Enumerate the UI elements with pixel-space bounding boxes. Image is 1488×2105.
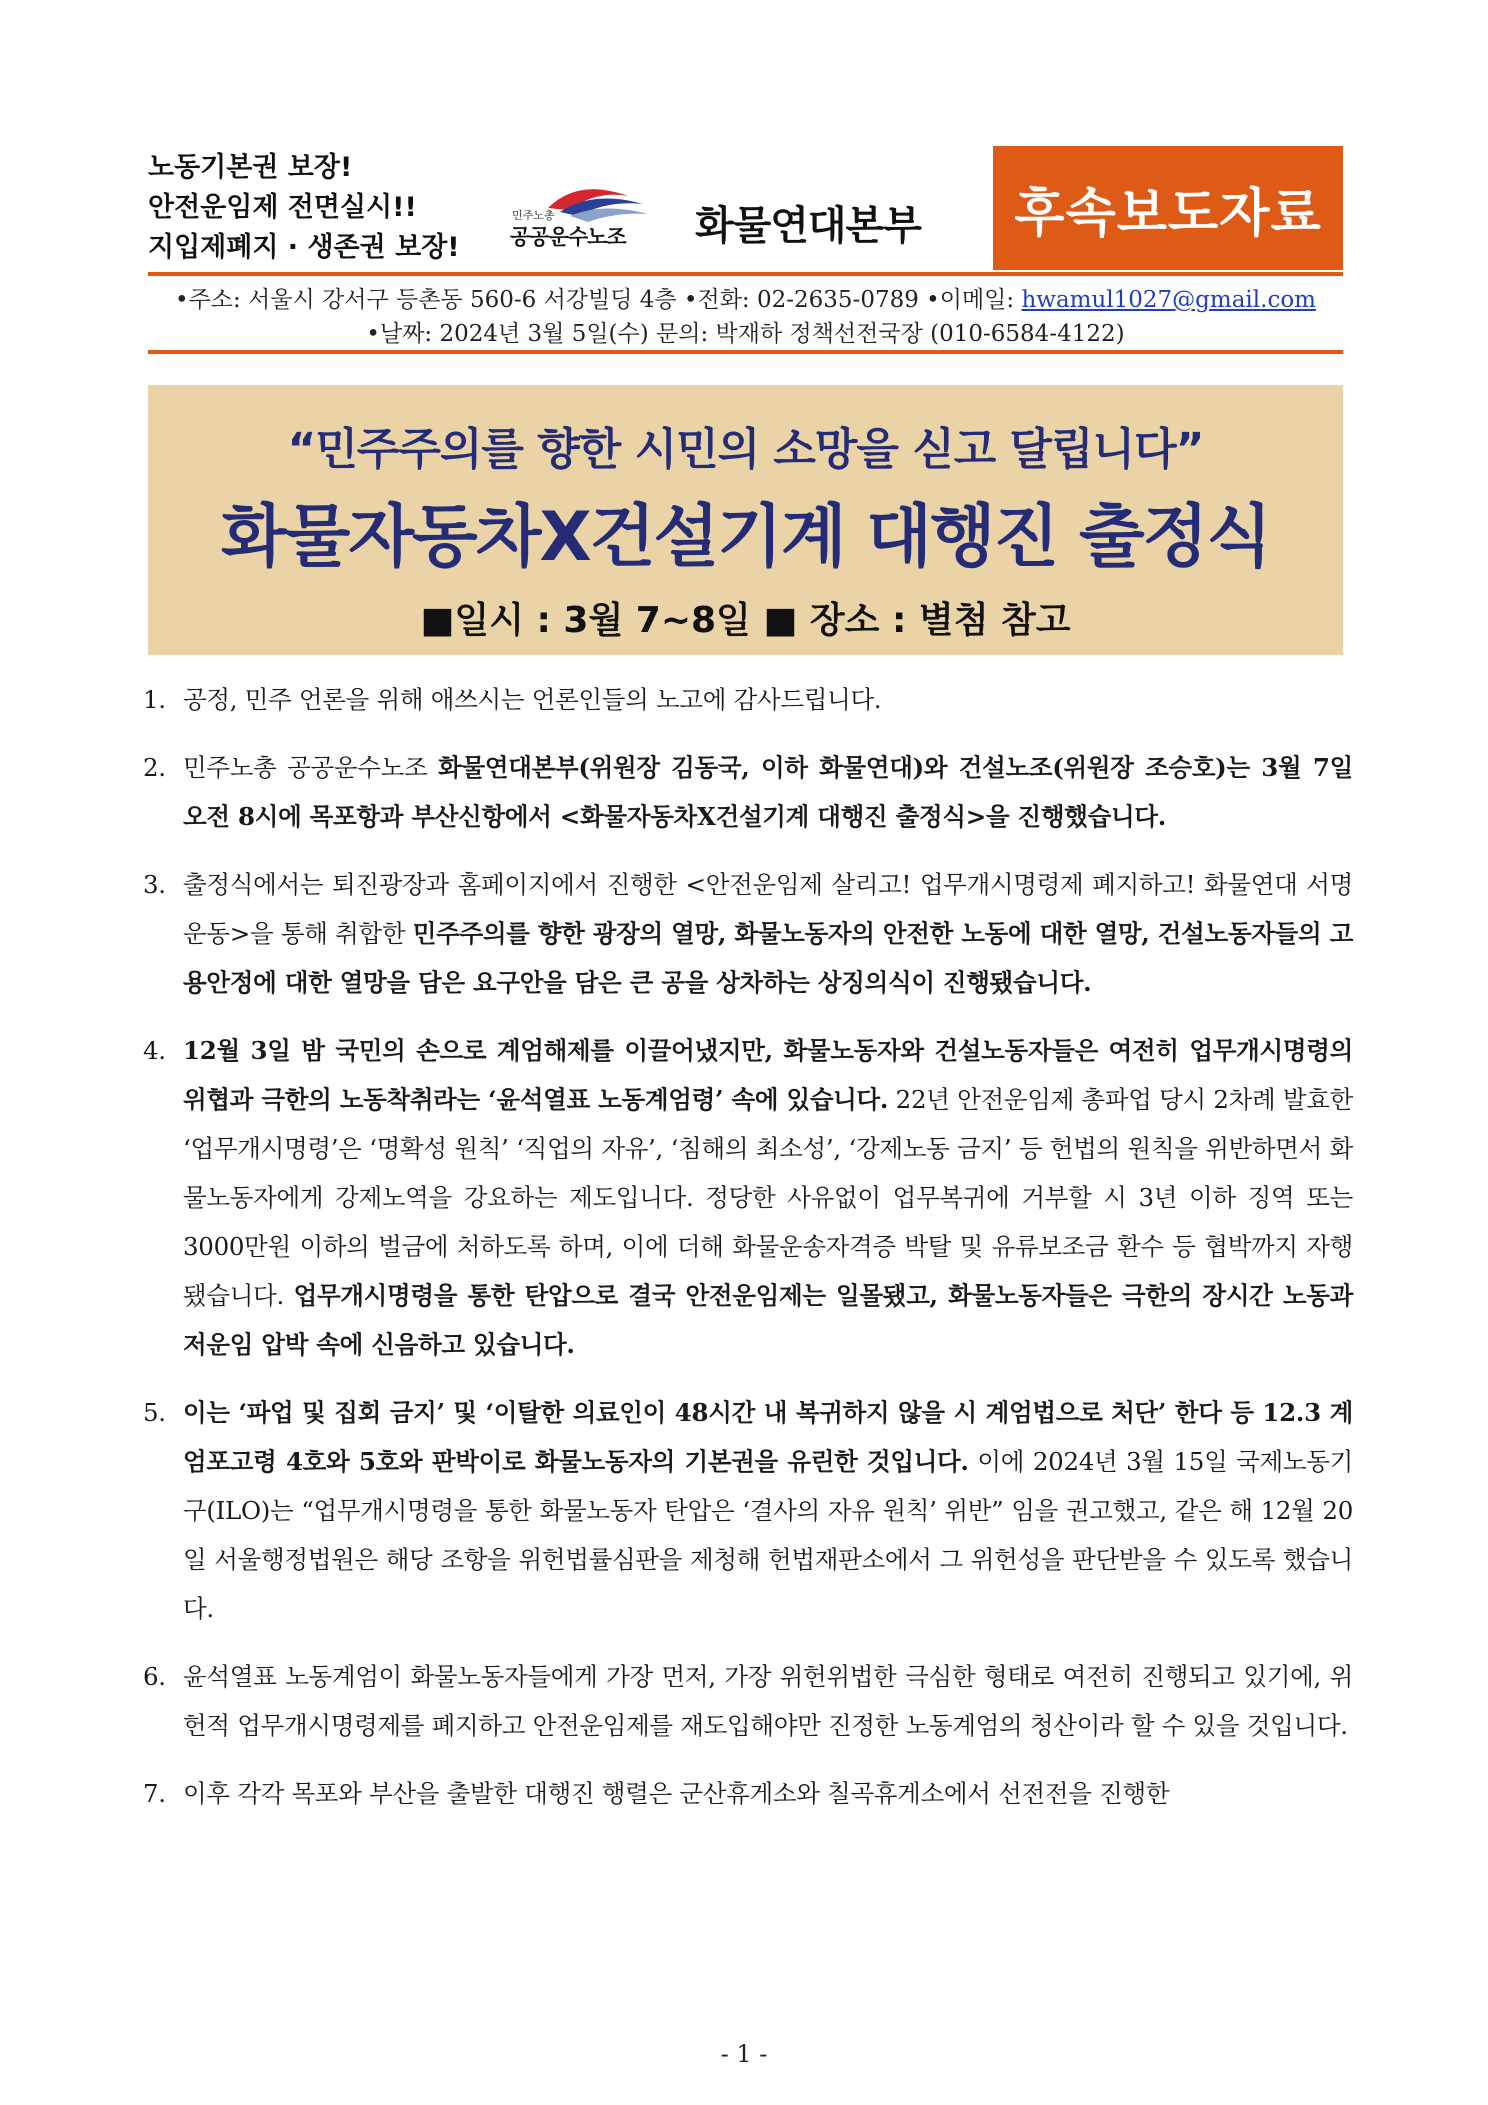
press-header <box>0 0 1488 347</box>
bold-text: 화물연대본부(위원장 김동국, 이하 화물연대)와 건설노조(위원장 조승호)는 3월 7일 오전 8시에 목포항과 부산신항에서 <화물자동차X건설기계 대행진 출정식>을 진행했습니다. <box>183 753 1353 831</box>
list-item <box>143 1769 1353 1818</box>
item-number: 1. <box>143 685 166 714</box>
item-number: 3. <box>143 870 166 899</box>
logo-small-text: 민주노총 <box>512 209 555 222</box>
item-number: 6. <box>143 1662 166 1691</box>
press-release-badge: 후속보도자료 <box>993 146 1343 270</box>
subtitle: “민주주의를 향한 시민의 소망을 싣고 달립니다” <box>287 424 1204 475</box>
divider-top <box>148 272 1343 276</box>
body-text: 이에 2024년 3월 15일 국제노동기구(ILO)는 “업무개시명령을 통한 화물노동자 탄압은 ‘결사의 자유 원칙’ 위반” 임을 권고했고, 같은 해 12월 20일 서울행정법원은 해당 조항을 위헌법률심판을 제청해 헌법재판소에서 그 위헌성을 판단받을 수 있도록 했습니다. <box>183 1447 1353 1623</box>
org-name: 화물연대본부 <box>695 203 921 249</box>
bold-text: 업무개시명령을 통한 탄압으로 결국 안전운임제는 일몰됐고, 화물노동자들은 극한의 장시간 노동과 저운임 압박 속에 신음하고 있습니다. <box>183 1281 1353 1359</box>
item-number: 2. <box>143 753 166 782</box>
page-title: 화물자동차X건설기계 대행진 출정식 <box>220 498 1271 577</box>
list-item <box>143 860 1353 1007</box>
body-text: 공정, 민주 언론을 위해 애쓰시는 언론인들의 노고에 감사드립니다. <box>183 685 882 714</box>
item-number: 5. <box>143 1398 166 1427</box>
slogan-1: 노동기본권 보장! <box>148 152 353 183</box>
slogan-3: 지입제폐지 · 생존권 보장! <box>148 232 460 263</box>
contact-line-2: •날짜: 2024년 3월 5일(수) 문의: 박재하 정책선전국장 (010-6584-4122) <box>366 321 1125 347</box>
list-item <box>143 1388 1353 1633</box>
bold-text: 민주주의를 향한 광장의 열망, 화물노동자의 안전한 노동에 대한 열망, 건설노동자들의 고용안정에 대한 열망을 담은 요구안을 담은 큰 공을 상차하는 상징의식이 진행됐습니다. <box>183 919 1353 997</box>
list-item <box>143 1026 1353 1369</box>
bold-text: 12월 3일 밤 국민의 손으로 계엄해제를 이끌어냈지만, 화물노동자와 건설노동자들은 여전히 업무개시명령의 위협과 극한의 노동착취라는 ‘윤석열표 노동계엄령’ 속에 있습니다. <box>183 1036 1353 1114</box>
page-number: - 1 - <box>720 2040 768 2068</box>
item-number: 4. <box>143 1036 166 1065</box>
body-text: 22년 안전운임제 총파업 당시 2차례 발효한 ‘업무개시명령’은 ‘명확성 원칙’ ‘직업의 자유’, ‘침해의 최소성’, ‘강제노동 금지’ 등 헌법의 원칙을 위반하면서 화물노동자에게 강제노역을 강요하는 제도입니다. 정당한 사유없이 업무복귀에 거부할 시 3년 이하 징역 또는 3000만원 이하의 벌금에 처하도록 하며, 이에 더해 화물운송자격증 박탈 및 유류보조금 환수 등 협박까지 자행됐습니다. <box>183 1085 1353 1310</box>
list-item <box>143 1652 1353 1750</box>
divider-bottom <box>148 350 1343 354</box>
body-text: 출정식에서는 퇴진광장과 홈페이지에서 진행한 <안전운임제 살리고! 업무개시명령제 폐지하고! 화물연대 서명운동>을 통해 취합한 <box>183 870 1353 948</box>
logo-union-name: 공공운수노조 <box>510 225 626 249</box>
contact-address-phone: •주소: 서울시 강서구 등촌동 560-6 서강빌딩 4층 •전화: 02-2635-0789 •이메일: <box>175 287 1022 313</box>
item-number: 7. <box>143 1779 166 1808</box>
slogan-2: 안전운임제 전면실시!! <box>148 192 417 223</box>
bold-text: 이는 ‘파업 및 집회 금지’ 및 ‘이탈한 의료인이 48시간 내 복귀하지 않을 시 계엄법으로 처단’ 한다 등 12.3 계엄포고령 4호와 5호와 판박이로 화물노동자의 기본권을 유린한 것입니다. <box>183 1398 1353 1476</box>
body-text: 윤석열표 노동계엄이 화물노동자들에게 가장 먼저, 가장 위헌위법한 극심한 형태로 여전히 진행되고 있기에, 위헌적 업무개시명령제를 폐지하고 안전운임제를 재도입해야만 진정한 노동계엄의 청산이라 할 수 있을 것입니다. <box>183 1662 1353 1740</box>
title-box <box>148 385 1343 655</box>
press-body <box>143 675 1353 1837</box>
slogans <box>148 148 460 268</box>
list-item <box>143 743 1353 841</box>
body-text: 민주노총 공공운수노조 <box>183 753 439 782</box>
list-item <box>143 675 1353 724</box>
email-link[interactable]: hwamul1027@gmail.com <box>1021 287 1316 313</box>
contact-line-1 <box>148 281 1343 314</box>
body-text: 이후 각각 목포와 부산을 출발한 대행진 행렬은 군산휴게소와 칠곡휴게소에서 선전전을 진행한 <box>183 1779 1170 1808</box>
event-info: ■일시 : 3월 7~8일 ■ 장소 : 별첨 참고 <box>420 600 1071 641</box>
